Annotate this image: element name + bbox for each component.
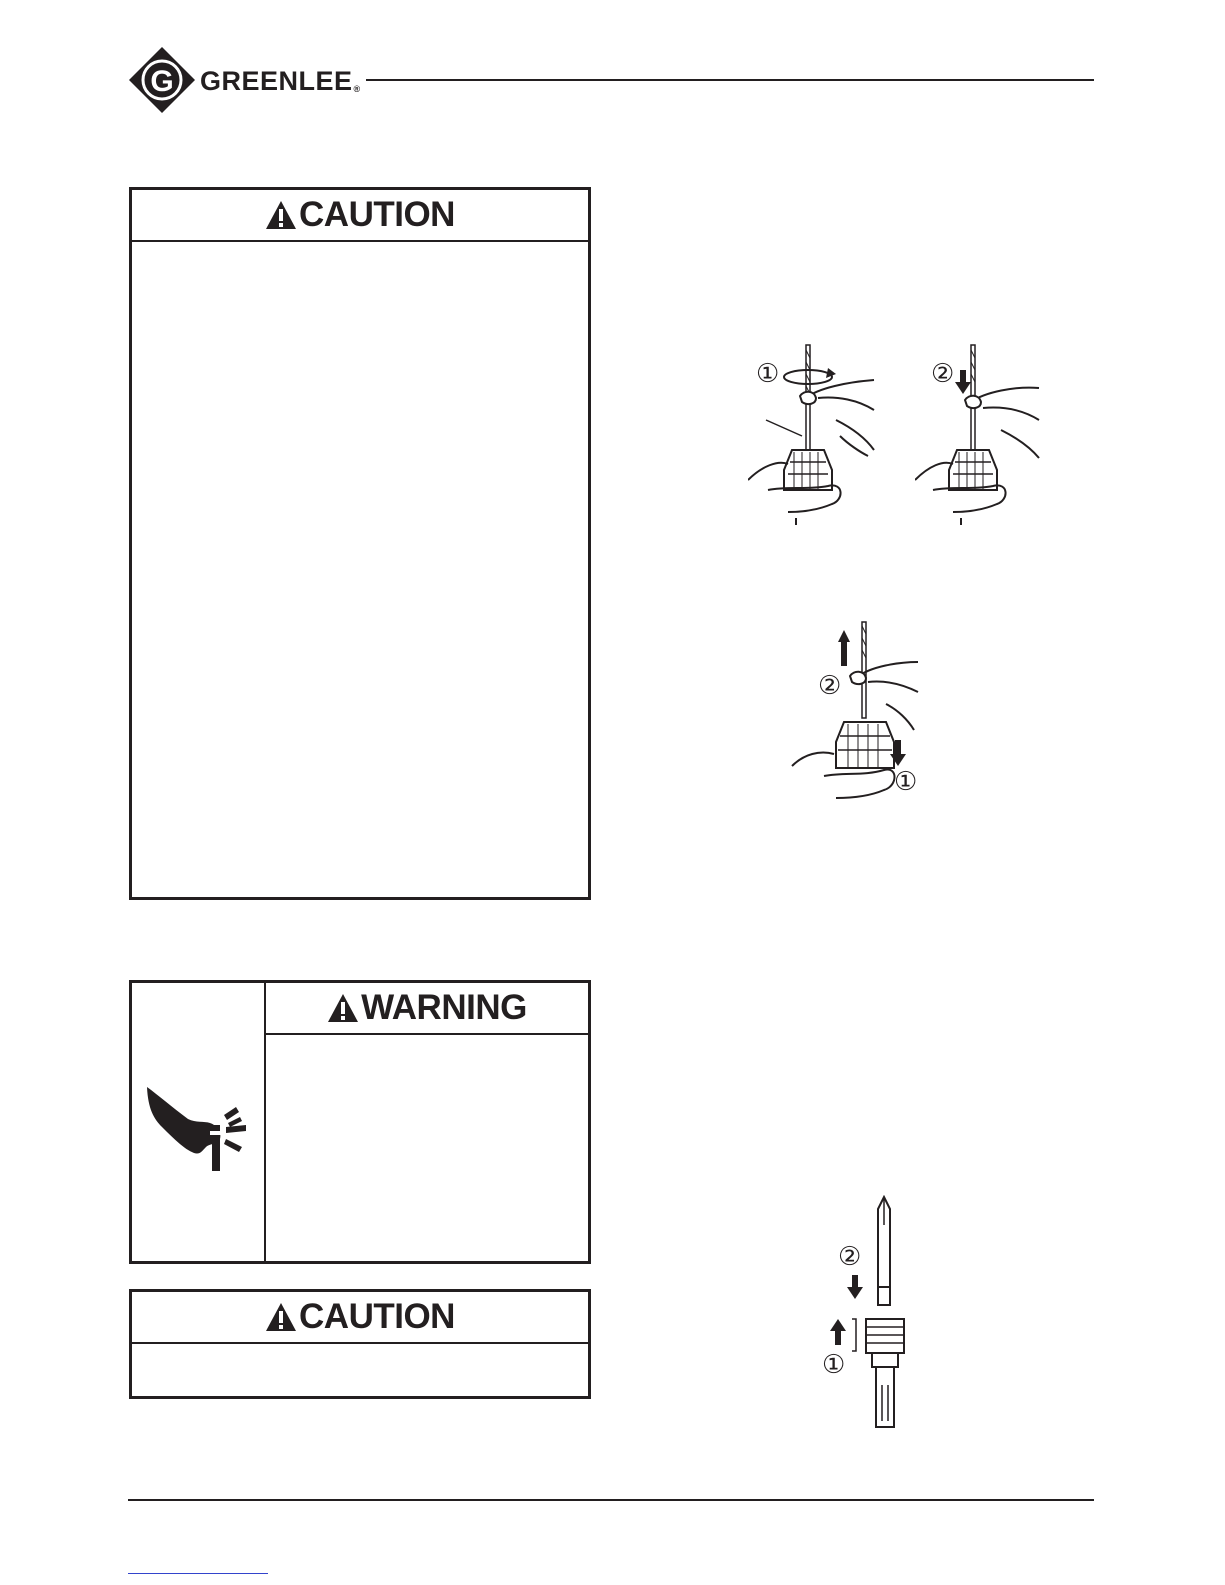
signal-word: CAUTION — [299, 195, 455, 234]
signal-word: WARNING — [361, 988, 527, 1027]
figure-bit-adapter — [818, 1195, 918, 1443]
alert-triangle-icon — [265, 200, 297, 230]
figure-chuck-insert — [915, 340, 1055, 525]
figure-chuck-remove — [790, 618, 940, 818]
caution-header — [132, 190, 588, 242]
alert-triangle-icon — [327, 993, 359, 1023]
warning-box — [129, 980, 591, 1264]
warning-icon-cell — [132, 983, 266, 1261]
step-marker: ① — [756, 359, 780, 389]
step-marker: ① — [894, 767, 918, 797]
header-rule — [366, 79, 1094, 81]
registered-mark: ® — [353, 84, 361, 94]
warning-header — [266, 983, 588, 1035]
greenlee-logo — [128, 46, 196, 114]
step-marker: ② — [838, 1242, 862, 1272]
svg-text:G: G — [150, 65, 174, 98]
alert-triangle-icon — [265, 1302, 297, 1332]
signal-word: CAUTION — [299, 1297, 455, 1336]
figure-chuck-rotate — [748, 340, 898, 525]
caution-header — [132, 1292, 588, 1344]
footer-rule — [128, 1499, 1094, 1501]
brand-name: GREENLEE® — [200, 66, 361, 96]
caution-box-top — [129, 187, 591, 900]
step-marker: ① — [822, 1350, 846, 1380]
step-marker: ② — [931, 359, 955, 389]
step-marker: ② — [818, 671, 842, 701]
bottom-link-underline[interactable] — [128, 1573, 268, 1574]
hand-entanglement-icon — [144, 1085, 254, 1175]
caution-box-bottom — [129, 1289, 591, 1399]
